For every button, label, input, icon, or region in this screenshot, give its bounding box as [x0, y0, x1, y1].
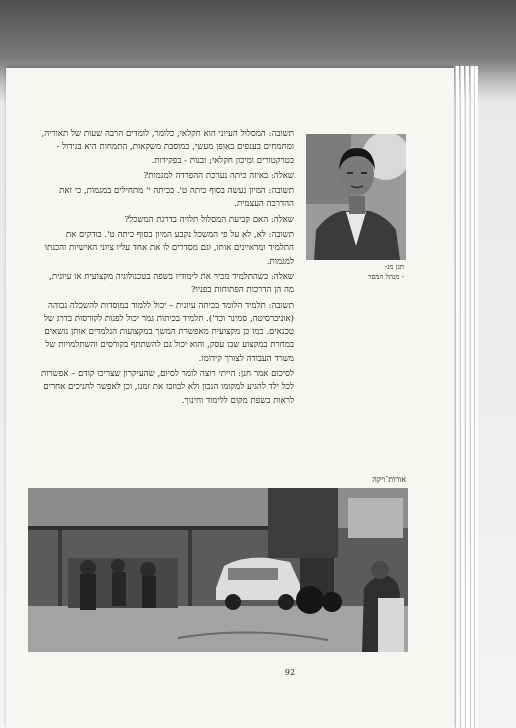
paragraph: תשובה: המסלול העיוני הוא חקלאי, כלומר, לומדים הרבה שעות של תאוריה, ומתמחים בענפים באופן מעשי, כמוסבת משקאות, התמחות היא בגידול - בטרקטורים ומיכון חקלאי; ובנות - בפקידות. [41, 129, 294, 166]
paragraph: תשובה: לא, לא על פי המשכל נקבע המיון בסוף כיתה ט'. בודקים את התלמיד ומראיינים אותו, וגם מסדרים לו את אחד עליו ציוני האישיות והכנתו למגמות. [44, 230, 294, 267]
paragraph: שאלה: האם קביעת המסלול תלויה בדרגת המשכל? [124, 214, 294, 225]
portrait-photo [306, 134, 406, 260]
interview-text [40, 128, 294, 410]
page-edge [474, 66, 478, 728]
paragraph: שאלה: באיזה כיתה נערכת ההפרדה למגמות? [143, 170, 294, 181]
page-number: 92 [284, 668, 296, 677]
page-edge [460, 66, 464, 728]
caption-line: - מנהל המפר [368, 273, 404, 281]
page-edge [455, 66, 459, 728]
caption-line: חנן מנ- [384, 263, 404, 271]
paragraph: תשובה: המיון נעשה בסוף כיתה ט'. בכיתה י' מתחילים במגמות, כי זאת ההדרכה העצמית. [59, 186, 294, 210]
portrait-caption [308, 262, 404, 282]
paragraph: לסיכום אמר חנן: הייתי רוצה לומר לסיום, שהעיקרון שצריכו קודם – אפשרות לכל ילד להגיע למקומו הנכון ולא לבוזבז את זמנו, וכן לאפשר לחניכים אחרים לראות בשפת מקום ללימוד וחינוך. [40, 369, 294, 406]
paragraph: תשובה: תלמיד הלומד בכיתה עיונית – יכול ללמוד במוסדות להשכלה גבוהה (אוניברסיטה, סמינר וכד'). תלמיד בכיתות גמר יכול לפנות לקורסות בדרג של טכנאים. כמו כן מקצועית מאפשרת המשך במקצועות הנלמדים אותן נושאים במחרת במקצוע שבו עסק, והוא יכול גם להשתתף בקורסים והשתלמויות של משרד העבודה לצורך קידומו. [43, 300, 294, 364]
section-label: אורות־ויקה [372, 475, 406, 484]
page-edge [465, 66, 469, 728]
workshop-photo [28, 488, 408, 652]
paragraph: שאלה: כשהתלמיד מכיר את לימודיו בשפה בטכנולוגיה מקצועית או עיונית, מה הן הדרכות הפתוחות בפניו? [49, 271, 294, 296]
